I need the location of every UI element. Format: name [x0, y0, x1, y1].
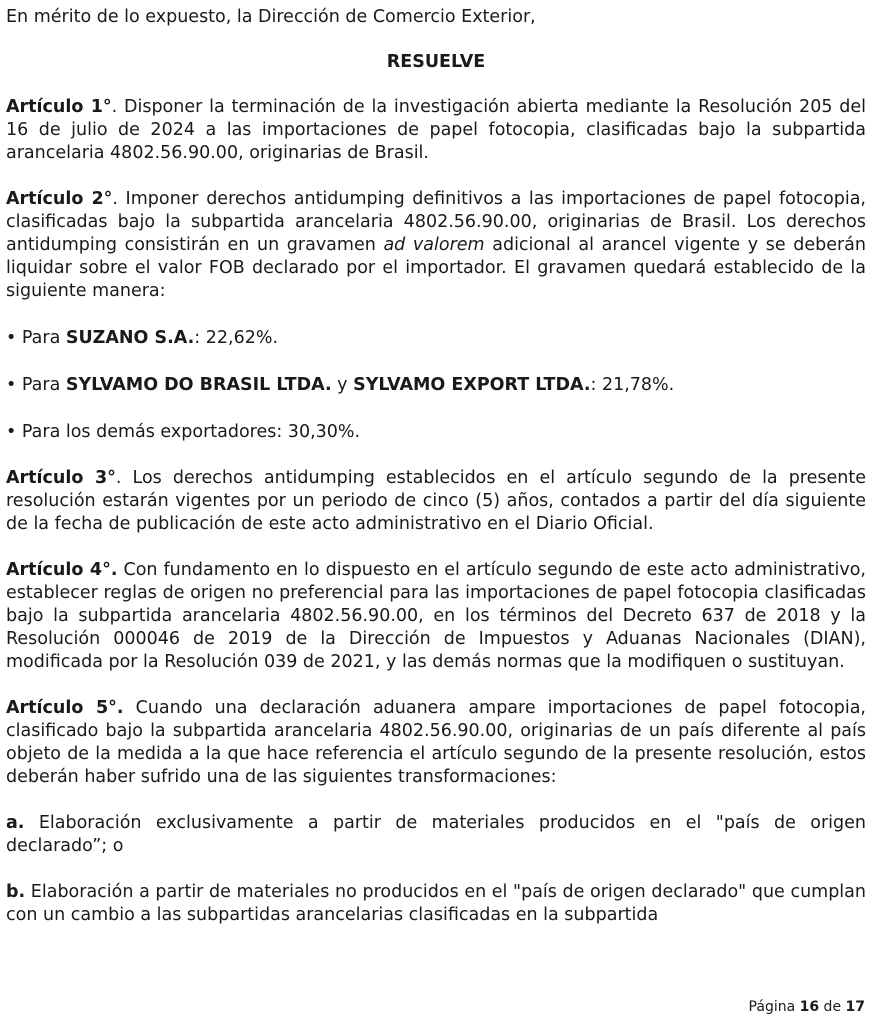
item-a [6, 812, 866, 858]
page-number-footer [749, 998, 865, 1016]
article-1-label: Artículo 1° [6, 97, 112, 117]
item-a-text: Elaboración exclusivamente a partir de materiales producidos en el "país de origen declarado”; o [6, 813, 866, 856]
bullet-1-company: SUZANO S.A. [65, 328, 195, 348]
article-2-italic: ad valorem [383, 235, 485, 255]
bullet-1-rate: : 22,62%. [194, 328, 279, 348]
bullet-1-pre: • Para [6, 328, 66, 348]
article-3 [6, 467, 866, 536]
article-3-text: . Los derechos antidumping establecidos en el artículo segundo de la presente resolución estarán vigentes por un periodo de cinco (5) años, contados a partir del día siguiente de la fecha de publicación de este acto administrativo en el Diario Oficial. [6, 468, 866, 534]
article-1-text: . Disponer la terminación de la investigación abierta mediante la Resolución 205 del 16 de julio de 2024 a las importaciones de papel fotocopia, clasificadas bajo la subpartida arancelaria 4802.56.90.00, originarias de Brasil. [6, 97, 866, 163]
document-body [6, 6, 866, 927]
article-3-label: Artículo 3° [6, 468, 116, 488]
bullet-2-company-a: SYLVAMO DO BRASIL LTDA. [65, 375, 332, 395]
article-2 [6, 188, 866, 303]
article-1 [6, 96, 866, 165]
bullet-2-rate: : 21,78%. [590, 375, 675, 395]
bullet-2-company-b: SYLVAMO EXPORT LTDA. [353, 375, 591, 395]
article-4-text: Con fundamento en lo dispuesto en el artículo segundo de este acto administrativo, establecer reglas de origen no preferencial para las importaciones de papel fotocopia clasificadas bajo la subpartida arancelaria 4802.56.90.00, en los términos del Decreto 637 de 2018 y la Resolución 000046 de 2019 de la Dirección de Impuestos y Aduanas Nacionales (DIAN), modificada por la Resolución 039 de 2021, y las demás normas que la modifiquen o sustituyan. [6, 560, 866, 672]
article-5 [6, 697, 866, 789]
bullet-sylvamo [6, 374, 866, 397]
bullet-suzano [6, 327, 866, 350]
article-2-text-b: adicional al arancel vigente y se deberán liquidar sobre el valor FOB declarado por el importador. El gravamen quedará establecido de la siguiente manera: [6, 235, 867, 301]
article-2-text-a: . Imponer derechos antidumping definitivos a las importaciones de papel fotocopia, clasificadas bajo la subpartida arancelaria 4802.56.90.00, originarias de Brasil. Los derechos antidumping consistirán en un gravamen [6, 189, 866, 255]
resolution-heading: RESUELVE [386, 52, 486, 72]
item-b [6, 881, 866, 927]
article-2-label: Artículo 2° [6, 189, 113, 209]
footer-total-pages: 17 [845, 999, 865, 1015]
bullet-2-pre: • Para [6, 375, 66, 395]
footer-middle: de [819, 999, 846, 1015]
article-4 [6, 559, 866, 674]
article-5-label: Artículo 5°. [6, 698, 124, 718]
footer-current-page: 16 [799, 999, 820, 1015]
item-a-label: a. [6, 813, 25, 833]
article-4-label: Artículo 4°. [6, 560, 118, 580]
bullet-others: • Para los demás exportadores: 30,30%. [6, 422, 361, 442]
footer-prefix: Página [748, 999, 800, 1015]
article-5-text: Cuando una declaración aduanera ampare importaciones de papel fotocopia, clasificado bajo la subpartida arancelaria 4802.56.90.00, originarias de un país diferente al país objeto de la medida a la que hace referencia el artículo segundo de la presente resolución, estos deberán haber sufrido una de las siguientes transformaciones: [6, 698, 866, 787]
item-b-label: b. [6, 882, 26, 902]
bullet-2-mid: y [331, 375, 354, 395]
item-b-text: Elaboración a partir de materiales no producidos en el "país de origen declarado" que cumplan con un cambio a las subpartidas arancelarias clasificadas en la subpartida [6, 882, 866, 925]
intro-line: En mérito de lo expuesto, la Dirección de Comercio Exterior, [6, 7, 536, 27]
